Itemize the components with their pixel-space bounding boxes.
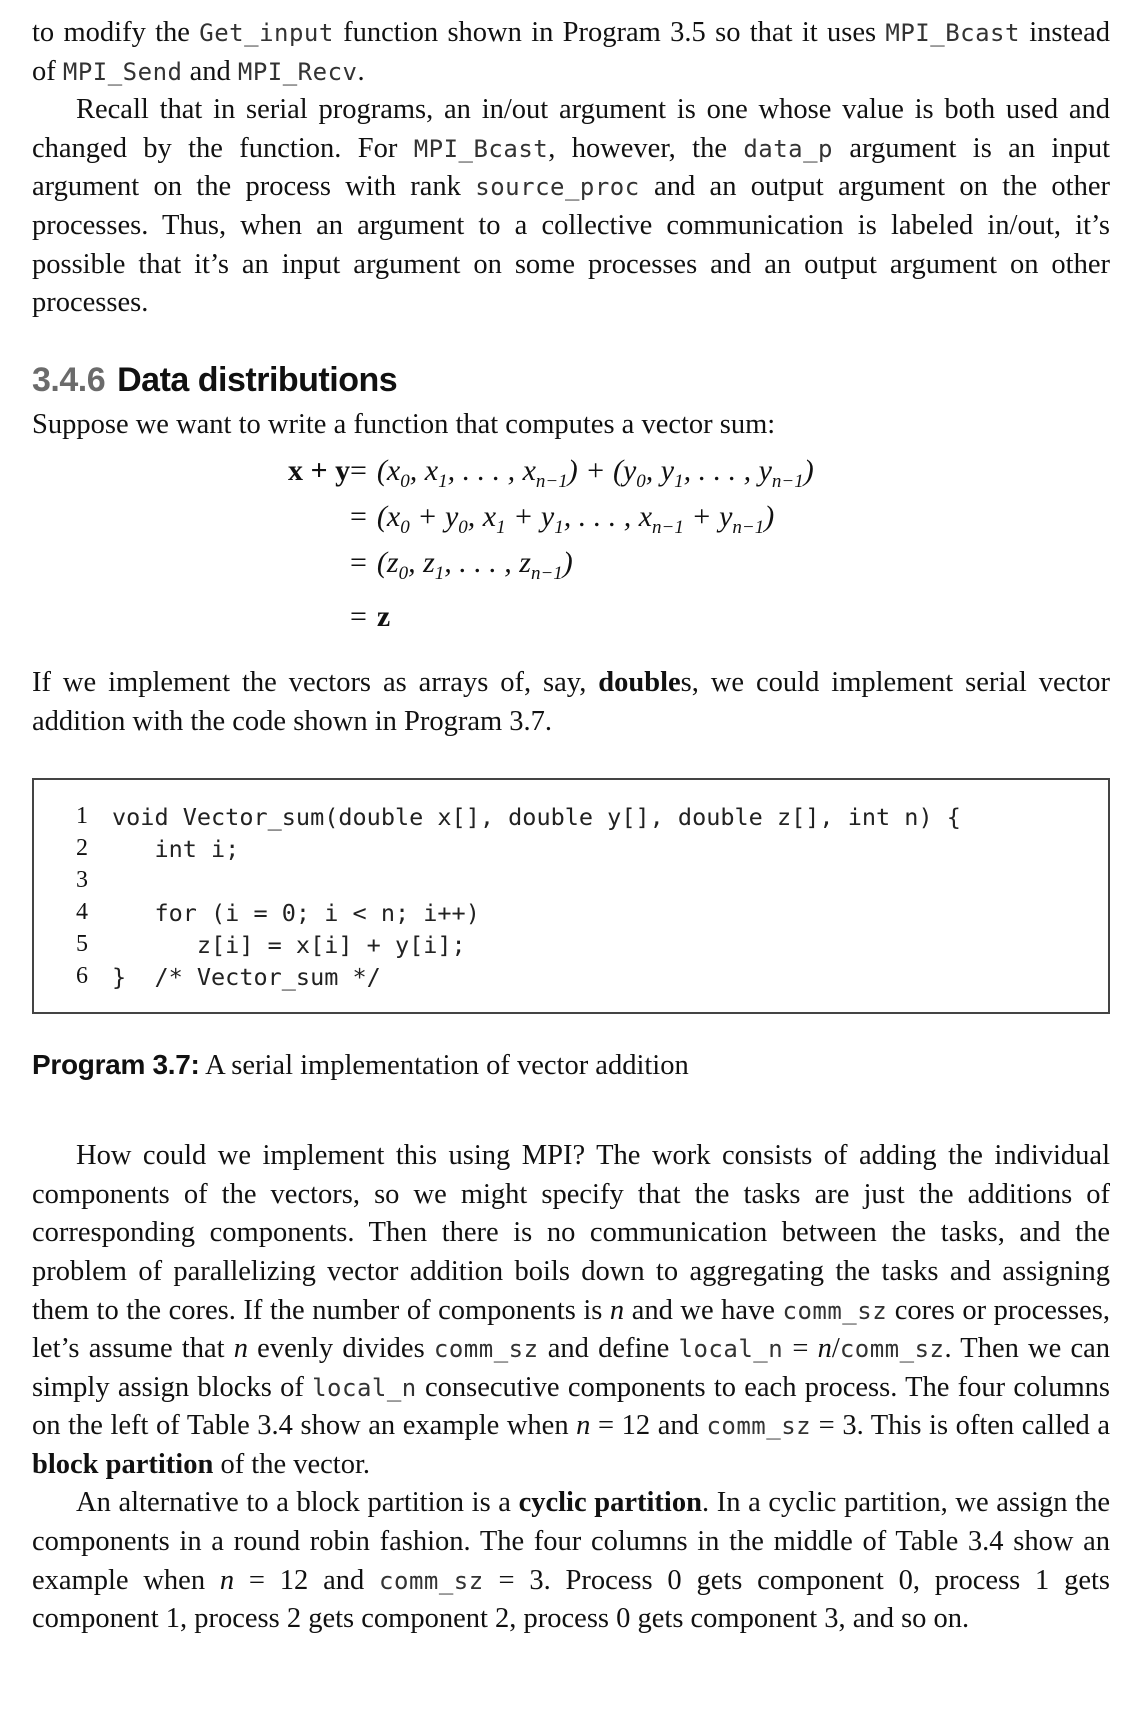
equation-row-1: = ($x_0$, $x_1$, . . . , $x_{n-1}) + (y_0$, $y_1$, . . . , $y_{n-1}$) [350,454,814,493]
line-number: 1 [76,802,88,829]
equation-lhs: x + y [288,454,351,488]
code-text: int i; [112,834,240,863]
code-term: data_p [743,134,834,163]
line-number: 5 [76,930,88,957]
code-line [34,832,1108,864]
code-listing [32,778,1110,1014]
code-text: for (i = 0; i < n; i++) [112,898,480,927]
code-line [34,960,1108,992]
text: . [357,55,365,87]
line-number: 3 [76,866,88,893]
bold-term: double [598,667,681,699]
equation-row-4: = z [350,600,391,634]
paragraph-block-partition: How could we implement this using MPI? The work consists of adding the individual components of the vectors, so we might specify that the tasks are just the additions of corresponding components. Then there is no communication between the tasks, and the problem of parallelizing vector addition boils down to aggregating the tasks and assigning them to the cores. If the number of components is n and we have comm_sz cores or processes, let’s assume that n evenly divides comm_sz and define local_n = n/comm_sz. Then we can simply assign blocks of local_n consecutive components to each process. The four columns on the left of Table 3.4 show an example when n = 12 and comm_sz = 3. This is often called a block partition of the vector. [32,1140,1111,1480]
caption-label: Program 3.7: [32,1048,200,1080]
code-term: MPI_Send [62,57,183,86]
paragraph-vector-sum: Suppose we want to write a function that computes a vector sum: [32,408,776,440]
equation-row-3: = ($z_0$, $z_1$, . . . , $z_{n-1}$) [350,546,573,585]
text: If we implement the vectors as arrays of, say, [32,667,599,699]
code-line [34,864,1108,896]
section-number: 3.4.6 [32,360,106,399]
text: to modify the [32,17,200,48]
paragraph-intro [32,14,1110,91]
code-text: } /* Vector_sum */ [112,962,381,991]
caption-text: A serial implementation of vector addition [199,1049,689,1081]
code-term: MPI_Bcast [413,134,549,163]
paragraph-inout [32,91,1110,323]
code-line [34,928,1108,960]
text: Recall that in serial programs, an in/out argument is one whose value is both used and changed by the function. For [32,94,1110,164]
code-term: Get_input [199,19,334,47]
text: instead of [32,17,1110,87]
program-caption [32,1046,1110,1086]
line-number: 4 [76,898,88,925]
paragraph-cyclic-partition: An alternative to a block partition is a cyclic partition. In a cyclic partition, we assign the components in a round robin fashion. The four columns in the middle of Table 3.4 show an example when n = 12 and comm_sz = 3. Process 0 gets component 0, process 1 gets component 1, process 2 gets component 2, process 0 gets component 3, and so on. [32,1487,1110,1635]
code-term: MPI_Bcast [885,19,1020,47]
section-heading [32,361,1110,400]
equation-row-2: = ($x_0 + y_0$, $x_1 + y_1$, . . . , $x_{n-1} + y_{n-1}$) [350,500,775,539]
section-title: Data distributions [117,360,398,399]
code-line [34,896,1108,928]
text: and an output argument on the other processes. Thus, when an argument to a collective communication is labeled in/out, it’s possible that it’s an input argument on some processes and an output argument on other processes. [32,171,1110,319]
text: , however, the [548,132,744,164]
text: argument is an input argument on the process with rank [32,132,1110,203]
paragraph-doubles [32,664,1110,741]
text: s, we could implement serial vector addition with the code shown in Program 3.7. [32,667,1110,737]
code-text: z[i] = x[i] + y[i]; [112,930,466,959]
line-number: 2 [76,834,88,861]
vector-sum-equation [32,454,1110,654]
code-term: source_proc [475,173,640,202]
text: and [182,55,238,87]
code-line [34,800,1108,832]
code-term: MPI_Recv [237,57,358,86]
line-number: 6 [76,962,88,989]
code-text: void Vector_sum(double x[], double y[], double z[], int n) { [112,802,961,831]
text: function shown in Program 3.5 so that it uses [333,17,886,48]
page-content [32,14,1110,1639]
